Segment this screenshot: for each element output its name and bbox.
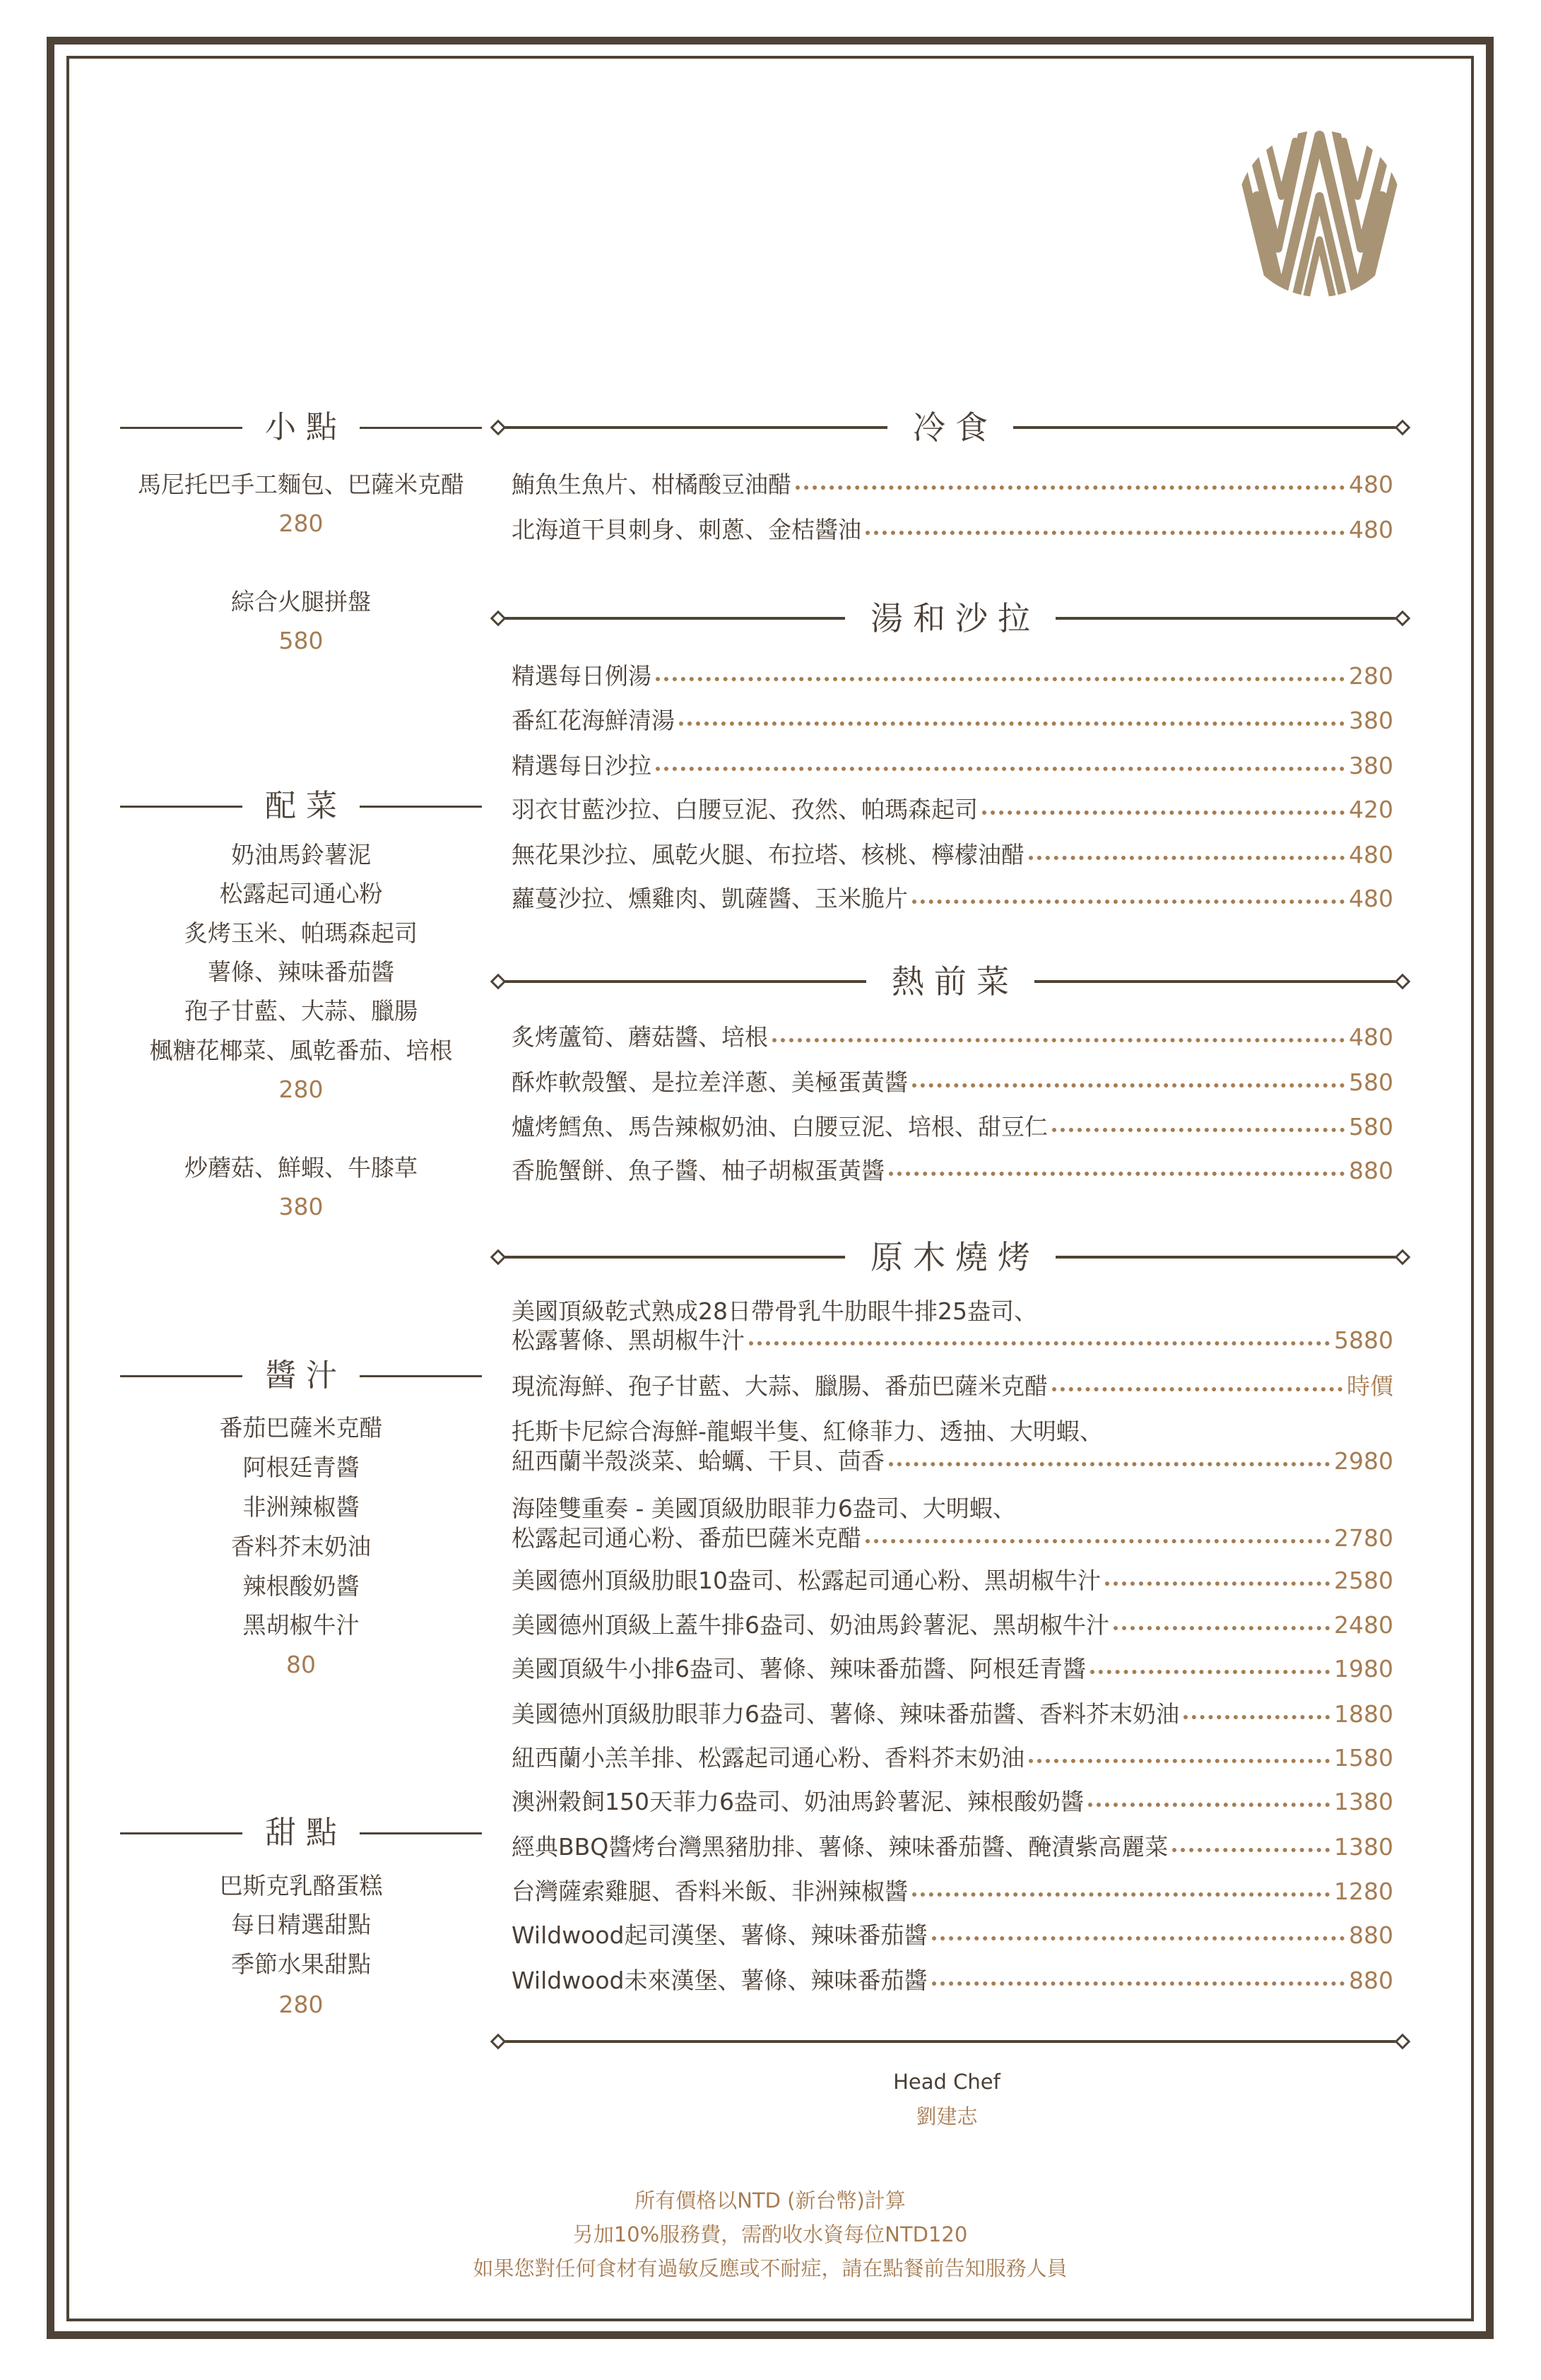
menu-item <box>512 796 1393 824</box>
item-price: 280 <box>278 1076 324 1103</box>
item-name-line: 美國頂級乾式熟成28日帶骨乳牛肋眼牛排25盎司、 <box>512 1297 1037 1325</box>
section-title: 甜點 <box>265 1815 347 1851</box>
menu-item <box>512 1788 1393 1816</box>
divider-line <box>504 1256 845 1259</box>
item-price: 1980 <box>1334 1655 1393 1683</box>
menu-item: 辣根酸奶醬 <box>242 1572 360 1600</box>
divider-line <box>504 617 845 620</box>
item-name: 羽衣甘藍沙拉、白腰豆泥、孜然、帕瑪森起司 <box>512 796 978 823</box>
note-allergy: 如果您對任何食材有過敏反應或不耐症，請在點餐前告知服務人員 <box>473 2256 1068 2280</box>
section-title: 原木燒烤 <box>870 1238 1040 1276</box>
item-name: 無花果沙拉、風乾火腿、布拉塔、核桃、檸檬油醋 <box>512 841 1025 868</box>
item-name-line: 松露薯條、黑胡椒牛汁 <box>512 1326 745 1354</box>
item-name: 酥炸軟殼蟹、是拉差洋蔥、美極蛋黃醬 <box>512 1068 908 1096</box>
dot-leader <box>889 1462 1330 1466</box>
menu-item: 孢子甘藍、大蒜、臘腸 <box>184 997 418 1025</box>
menu-item <box>512 662 1393 690</box>
note-service-charge: 另加10%服務費，需酌收水資每位NTD120 <box>572 2222 968 2246</box>
menu-item: 楓糖花椰菜、風乾番茄、培根 <box>149 1037 453 1064</box>
menu-item <box>512 1023 1393 1051</box>
item-price: 1380 <box>1334 1788 1393 1815</box>
dot-leader <box>1183 1715 1330 1719</box>
menu-item: 每日精選甜點 <box>231 1911 371 1938</box>
item-name: 台灣薩索雞腿、香料米飯、非洲辣椒醬 <box>512 1878 908 1905</box>
menu-item <box>512 885 1393 913</box>
dot-leader <box>932 1981 1345 1986</box>
chef-name: 劉建志 <box>916 2104 978 2128</box>
menu-item: 松露起司通心粉 <box>219 880 383 907</box>
menu-item: 炒蘑菇、鮮蝦、牛膝草 <box>184 1154 418 1182</box>
section-header-soups-salads <box>492 596 1408 641</box>
item-name: 精選每日沙拉 <box>512 752 651 779</box>
diamond-ornament-icon <box>1395 1249 1411 1266</box>
menu-item <box>512 1655 1393 1683</box>
footer-notes <box>212 2184 1328 2285</box>
menu-item <box>512 1967 1393 1995</box>
item-name: 炙烤蘆筍、蘑菇醬、培根 <box>512 1023 768 1051</box>
section-title: 冷食 <box>913 408 998 447</box>
dot-leader <box>1052 1128 1345 1132</box>
dot-leader <box>1172 1848 1330 1852</box>
item-price: 480 <box>1349 841 1393 868</box>
menu-item: 炙烤玉米、帕瑪森起司 <box>184 919 418 947</box>
menu-item <box>512 1297 1393 1355</box>
item-name: 澳洲穀飼150天菲力6盎司、奶油馬鈴薯泥、辣根酸奶醬 <box>512 1788 1084 1815</box>
menu-item: 奶油馬鈴薯泥 <box>231 841 371 868</box>
menu-item <box>512 1833 1393 1861</box>
divider-line <box>120 806 242 808</box>
menu-item: 番茄巴薩米克醋 <box>219 1414 383 1442</box>
menu-item: 香料芥末奶油 <box>231 1533 371 1560</box>
menu-item: 薯條、辣味番茄醬 <box>208 958 394 986</box>
dot-leader <box>1088 1803 1330 1807</box>
menu-item <box>512 1372 1393 1401</box>
dot-leader <box>656 767 1345 771</box>
menu-item <box>512 752 1393 780</box>
item-name: 美國德州頂級上蓋牛排6盎司、奶油馬鈴薯泥、黑胡椒牛汁 <box>512 1611 1109 1639</box>
section-header-sauces <box>120 1355 482 1397</box>
wildwood-logo-icon <box>1233 127 1406 300</box>
divider-line <box>1056 617 1397 620</box>
menu-item <box>512 1416 1393 1475</box>
diamond-ornament-icon <box>1395 974 1411 990</box>
item-name: 爐烤鱈魚、馬告辣椒奶油、白腰豆泥、培根、甜豆仁 <box>512 1113 1048 1141</box>
section-title: 湯和沙拉 <box>870 599 1040 637</box>
item-name: 經典BBQ醬烤台灣黑豬肋排、薯條、辣味番茄醬、醃漬紫高麗菜 <box>512 1833 1169 1861</box>
item-price: 380 <box>1349 752 1393 779</box>
divider-line <box>360 1832 482 1834</box>
dot-leader <box>912 900 1345 904</box>
section-title: 醬汁 <box>265 1357 347 1394</box>
dot-leader <box>982 811 1345 815</box>
item-name-line: 托斯卡尼綜合海鮮-龍蝦半隻、紅條菲力、透抽、大明蝦、 <box>512 1418 1103 1445</box>
diamond-ornament-icon <box>1395 420 1411 436</box>
menu-item <box>512 1611 1393 1639</box>
dot-leader <box>889 1172 1345 1176</box>
menu-item <box>512 1113 1393 1141</box>
dot-leader <box>932 1936 1345 1940</box>
menu-item <box>512 1744 1393 1772</box>
item-name: Wildwood起司漢堡、薯條、辣味番茄醬 <box>512 1921 928 1949</box>
divider-line <box>120 427 242 429</box>
menu-item <box>512 1157 1393 1185</box>
dot-leader <box>912 1083 1345 1088</box>
menu-item: 綜合火腿拼盤 <box>231 588 371 615</box>
section-header-sides <box>120 785 482 827</box>
item-price: 380 <box>278 1193 324 1220</box>
dot-leader <box>796 485 1345 490</box>
menu-item <box>512 1921 1393 1950</box>
item-name: Wildwood未來漢堡、薯條、辣味番茄醬 <box>512 1967 928 1994</box>
dot-leader <box>749 1341 1330 1345</box>
item-name-line: 松露起司通心粉、番茄巴薩米克醋 <box>512 1524 861 1552</box>
item-price: 420 <box>1349 796 1393 823</box>
item-price: 580 <box>1349 1068 1393 1096</box>
divider-line <box>1034 980 1397 983</box>
item-price: 480 <box>1349 516 1393 543</box>
item-price: 時價 <box>1347 1372 1393 1400</box>
section-header-wood-grill <box>492 1235 1408 1280</box>
divider-line <box>504 980 866 983</box>
item-name: 蘿蔓沙拉、燻雞肉、凱薩醬、玉米脆片 <box>512 885 908 912</box>
item-price: 880 <box>1349 1157 1393 1184</box>
section-header-desserts <box>120 1812 482 1854</box>
divider-line <box>1056 1256 1397 1259</box>
item-price: 5880 <box>1334 1326 1393 1354</box>
menu-item <box>512 841 1393 869</box>
dot-leader <box>656 677 1345 681</box>
dot-leader <box>1052 1387 1342 1391</box>
dot-leader <box>866 1539 1330 1543</box>
dot-leader <box>679 721 1345 726</box>
item-price: 1580 <box>1334 1744 1393 1772</box>
divider-line <box>1013 426 1397 429</box>
divider-line <box>360 427 482 429</box>
divider-line <box>504 426 887 429</box>
item-price: 1380 <box>1334 1833 1393 1861</box>
item-name-line: 海陸雙重奏 - 美國頂級肋眼菲力6盎司、大明蝦、 <box>512 1495 1016 1522</box>
divider-line <box>360 1375 482 1377</box>
menu-item: 阿根廷青醬 <box>242 1454 360 1481</box>
dot-leader <box>1090 1670 1330 1674</box>
item-price: 2980 <box>1334 1447 1393 1475</box>
menu-item <box>512 516 1393 544</box>
item-name: 精選每日例湯 <box>512 662 651 690</box>
menu-item <box>512 1567 1393 1595</box>
item-price: 1280 <box>1334 1878 1393 1905</box>
menu-item: 黑胡椒牛汁 <box>242 1611 360 1639</box>
item-price: 580 <box>1349 1113 1393 1141</box>
dot-leader <box>1105 1581 1330 1586</box>
item-price: 480 <box>1349 885 1393 912</box>
note-currency: 所有價格以NTD (新台幣)計算 <box>634 2188 906 2213</box>
item-price: 280 <box>1349 662 1393 690</box>
item-price: 2580 <box>1334 1567 1393 1594</box>
item-name: 鮪魚生魚片、柑橘酸豆油醋 <box>512 471 791 498</box>
item-price: 1880 <box>1334 1700 1393 1728</box>
item-price: 280 <box>278 1991 324 2018</box>
menu-item <box>512 707 1393 735</box>
divider-line <box>120 1832 242 1834</box>
dot-leader <box>1029 856 1345 860</box>
item-price: 2480 <box>1334 1611 1393 1639</box>
item-name: 番紅花海鮮清湯 <box>512 707 675 734</box>
divider-line <box>360 806 482 808</box>
item-price: 480 <box>1349 1023 1393 1051</box>
item-price: 880 <box>1349 1921 1393 1949</box>
item-name: 北海道干貝刺身、刺蔥、金桔醬油 <box>512 516 861 543</box>
section-header-snacks <box>120 406 482 449</box>
item-price: 280 <box>278 509 324 537</box>
item-name: 香脆蟹餅、魚子醬、柚子胡椒蛋黃醬 <box>512 1157 885 1184</box>
menu-item <box>512 471 1393 499</box>
section-end-rule <box>492 2037 1408 2046</box>
item-price: 80 <box>286 1651 316 1678</box>
menu-item <box>512 1068 1393 1097</box>
dot-leader <box>772 1038 1345 1042</box>
item-name: 美國德州頂級肋眼10盎司、松露起司通心粉、黑胡椒牛汁 <box>512 1567 1101 1594</box>
dot-leader <box>1114 1626 1330 1630</box>
item-name: 紐西蘭小羔羊排、松露起司通心粉、香料芥末奶油 <box>512 1744 1025 1772</box>
menu-item: 馬尼托巴手工麵包、巴薩米克醋 <box>138 471 464 498</box>
menu-item <box>512 1878 1393 1906</box>
section-title: 小點 <box>265 409 347 445</box>
menu-item <box>512 1700 1393 1728</box>
item-name: 美國德州頂級肋眼菲力6盎司、薯條、辣味番茄醬、香料芥末奶油 <box>512 1700 1179 1728</box>
menu-item: 季節水果甜點 <box>231 1950 371 1978</box>
item-name-line: 紐西蘭半殼淡菜、蛤蠣、干貝、茴香 <box>512 1447 885 1475</box>
dot-leader <box>912 1892 1330 1897</box>
item-price: 880 <box>1349 1967 1393 1994</box>
item-price: 2780 <box>1334 1524 1393 1552</box>
dot-leader <box>1029 1759 1330 1763</box>
item-name: 美國頂級牛小排6盎司、薯條、辣味番茄醬、阿根廷青醬 <box>512 1655 1086 1683</box>
item-name: 現流海鮮、孢子甘藍、大蒜、臘腸、番茄巴薩米克醋 <box>512 1372 1048 1400</box>
menu-item <box>512 1492 1393 1553</box>
divider-line <box>504 2040 1397 2043</box>
divider-line <box>120 1375 242 1377</box>
section-title: 配菜 <box>265 788 347 824</box>
section-header-cold-dishes <box>492 405 1408 450</box>
diamond-ornament-icon <box>1395 611 1411 627</box>
chef-title: Head Chef <box>893 2070 1000 2094</box>
menu-item: 非洲辣椒醬 <box>242 1493 360 1521</box>
section-title: 熱前菜 <box>892 962 1019 1001</box>
item-price: 480 <box>1349 471 1393 498</box>
section-header-hot-starters <box>492 959 1408 1004</box>
item-price: 380 <box>1349 707 1393 734</box>
item-price: 580 <box>278 627 324 654</box>
dot-leader <box>866 531 1345 535</box>
menu-item: 巴斯克乳酪蛋糕 <box>219 1872 383 1899</box>
